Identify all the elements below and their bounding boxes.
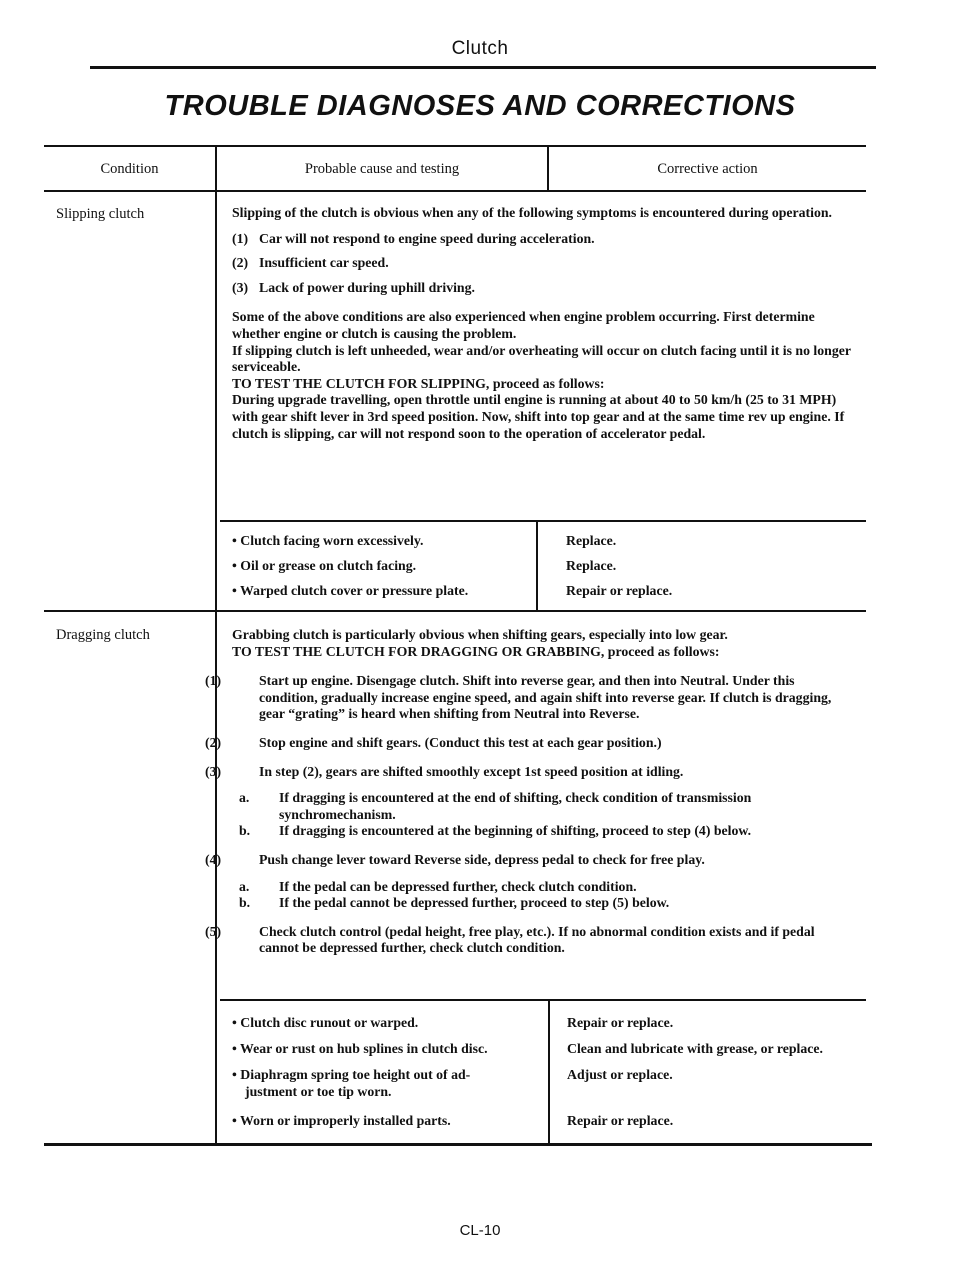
- action-item: Adjust or replace.: [567, 1067, 673, 1082]
- dragging-action-divider: [548, 1000, 550, 1146]
- page-number: CL-10: [459, 1222, 501, 1239]
- section-header: Clutch: [451, 38, 509, 59]
- dragging-causes-rule: [220, 999, 866, 1001]
- dragging-description: [205, 627, 854, 957]
- action-item: Clean and lubricate with grease, or replace.: [567, 1041, 823, 1056]
- section-divider: [44, 610, 866, 612]
- action-item: Replace.: [566, 533, 617, 548]
- page-title: TROUBLE DIAGNOSES AND CORRECTIONS: [164, 90, 796, 122]
- slipping-description: [232, 205, 854, 442]
- cause-item: • Wear or rust on hub splines in clutch disc.: [232, 1041, 488, 1056]
- action-item: Repair or replace.: [566, 583, 673, 598]
- sub-step: a. If dragging is encountered at the end of shifting, check condition of transmission synchromechanism.: [239, 790, 752, 822]
- cause-item: • Clutch disc runout or warped.: [232, 1015, 419, 1030]
- slipping-test-title: TO TEST THE CLUTCH FOR SLIPPING, proceed as follows:: [232, 375, 605, 391]
- col-header-cause: Probable cause and testing: [304, 161, 460, 177]
- column-divider-1: [215, 146, 217, 1146]
- test-step: (5) Check clutch control (pedal height, free play, etc.). If no abnormal condition exists and if pedal cannot be depressed further, check clutch condition.: [205, 923, 815, 956]
- cause-item: • Clutch facing worn excessively.: [232, 533, 424, 548]
- condition-dragging: Dragging clutch: [56, 627, 150, 643]
- sub-step: a. If the pedal can be depressed further, check clutch condition.: [239, 878, 637, 894]
- slipping-warning: If slipping clutch is left unheeded, wear and/or overheating will occur on clutch facing until it is no longer serviceable.: [232, 342, 851, 375]
- cause-item-continued: justment or toe tip worn.: [245, 1084, 392, 1099]
- sub-steps: [232, 879, 854, 912]
- test-step: (3) In step (2), gears are shifted smoothly except 1st speed position at idling.: [205, 763, 684, 779]
- cause-item: • Worn or improperly installed parts.: [232, 1113, 451, 1128]
- slipping-causes-rule: [220, 520, 866, 522]
- condition-slipping: Slipping clutch: [56, 206, 145, 222]
- sub-step: b. If dragging is encountered at the beginning of shifting, proceed to step (4) below.: [239, 823, 752, 839]
- symptom-item: (2) Insufficient car speed.: [232, 255, 389, 271]
- sub-steps: [232, 790, 854, 840]
- header-rule: [90, 66, 876, 69]
- cause-item: • Oil or grease on clutch facing.: [232, 558, 417, 573]
- sub-step: b. If the pedal cannot be depressed further, proceed to step (5) below.: [239, 895, 670, 911]
- action-item: Repair or replace.: [567, 1015, 674, 1030]
- dragging-test-title: TO TEST THE CLUTCH FOR DRAGGING OR GRABBING, proceed as follows:: [232, 643, 720, 659]
- cause-item: • Diaphragm spring toe height out of ad-: [232, 1067, 471, 1082]
- slipping-intro: Slipping of the clutch is obvious when any of the following symptoms is encountered during operation.: [232, 205, 832, 220]
- action-item: Repair or replace.: [567, 1113, 674, 1128]
- test-step: (4) Push change lever toward Reverse side, depress pedal to check for free play.: [205, 851, 705, 867]
- dragging-intro: Grabbing clutch is particularly obvious when shifting gears, especially into low gear.: [232, 627, 728, 642]
- col-header-condition: Condition: [100, 161, 159, 177]
- symptom-item: (1) Car will not respond to engine speed during acceleration.: [232, 230, 595, 246]
- cause-item: • Warped clutch cover or pressure plate.: [232, 583, 469, 598]
- slipping-note: Some of the above conditions are also experienced when engine problem occurring. First determine whether engine or clutch is causing the problem.: [232, 309, 815, 341]
- col-header-action: Corrective action: [657, 161, 758, 177]
- slipping-test-procedure: During upgrade travelling, open throttle until engine is running at about 40 to 50 km/h (25 to 31 MPH) with gear shift lever in 3rd speed position. Now, shift into top gear and at the same time rev up engine. If clutch is slipping, car will not respond soon to the operation of accelerator pedal.: [232, 392, 845, 441]
- table-top-rule: [44, 145, 866, 147]
- action-item: Replace.: [566, 558, 617, 573]
- test-step: (2) Stop engine and shift gears. (Conduct this test at each gear position.): [205, 734, 662, 750]
- table-header-rule: [44, 190, 866, 192]
- slipping-action-divider: [536, 521, 538, 610]
- table-bottom-rule: [44, 1143, 872, 1146]
- test-step: (1) Start up engine. Disengage clutch. Shift into reverse gear, and then into Neutral. Under this condition, gradually increase engine speed, and again shift into reverse gear. If clutch is dragging, gear “grating” is heard when shifting from Neutral into Reverse.: [205, 673, 832, 722]
- symptom-item: (3) Lack of power during uphill driving.: [232, 279, 475, 295]
